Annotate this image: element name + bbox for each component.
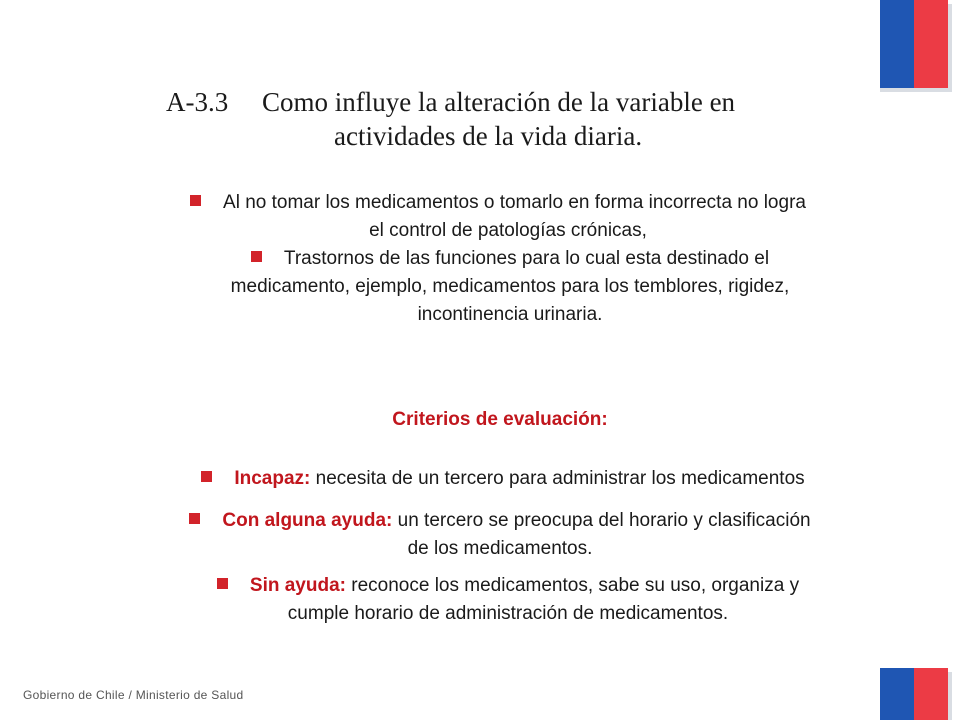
flag-blue-stripe xyxy=(880,668,914,720)
bullet-square-icon xyxy=(189,513,200,524)
criteria-item-sin-ayuda xyxy=(118,572,898,628)
bullet-square-icon xyxy=(190,195,201,206)
bullet-1-line1: Al no tomar los medicamentos o tomarlo en forma incorrecta no logra xyxy=(223,192,806,213)
criteria-text: reconoce los medicamentos, sabe su uso, organiza y xyxy=(351,575,800,596)
chile-flag-logo-bottom xyxy=(880,668,948,720)
bullet-1-line2: el control de patologías crónicas, xyxy=(369,220,647,241)
criteria-text-line2: de los medicamentos. xyxy=(407,538,593,559)
slide-title xyxy=(166,85,866,153)
flag-blue-stripe xyxy=(880,0,914,88)
bullet-2-line2: medicamento, ejemplo, medicamentos para los temblores, rigidez, xyxy=(230,276,790,297)
criteria-label: Incapaz: xyxy=(234,468,311,489)
bullet-paragraph-2 xyxy=(110,245,910,329)
bullet-square-icon xyxy=(217,578,228,589)
criteria-text-line2: cumple horario de administración de medicamentos. xyxy=(287,603,729,624)
criteria-label: Sin ayuda: xyxy=(249,575,346,596)
chile-flag-logo-top xyxy=(880,0,948,88)
title-line1: Como influye la alteración de la variable en xyxy=(262,87,736,117)
criteria-label: Con alguna ayuda: xyxy=(222,510,393,531)
title-line2: actividades de la vida diaria. xyxy=(334,121,643,151)
criteria-text: necesita de un tercero para administrar los medicamentos xyxy=(315,468,805,489)
criteria-item-con-ayuda xyxy=(100,507,900,563)
criteria-item-incapaz xyxy=(108,465,898,493)
bullet-square-icon xyxy=(201,471,212,482)
criteria-text: un tercero se preocupa del horario y clasificación xyxy=(397,510,811,531)
flag-red-stripe xyxy=(914,0,948,88)
flag-red-stripe xyxy=(914,668,948,720)
bullet-2-line3: incontinencia urinaria. xyxy=(417,304,603,325)
title-code: A-3.3 xyxy=(166,87,229,117)
bullet-square-icon xyxy=(251,251,262,262)
footer-text: Gobierno de Chile / Ministerio de Salud xyxy=(23,688,244,702)
criteria-title: Criterios de evaluación: xyxy=(392,409,608,430)
bullet-2-line1: Trastornos de las funciones para lo cual esta destinado el xyxy=(283,248,770,269)
bullet-paragraph-1 xyxy=(98,189,898,245)
